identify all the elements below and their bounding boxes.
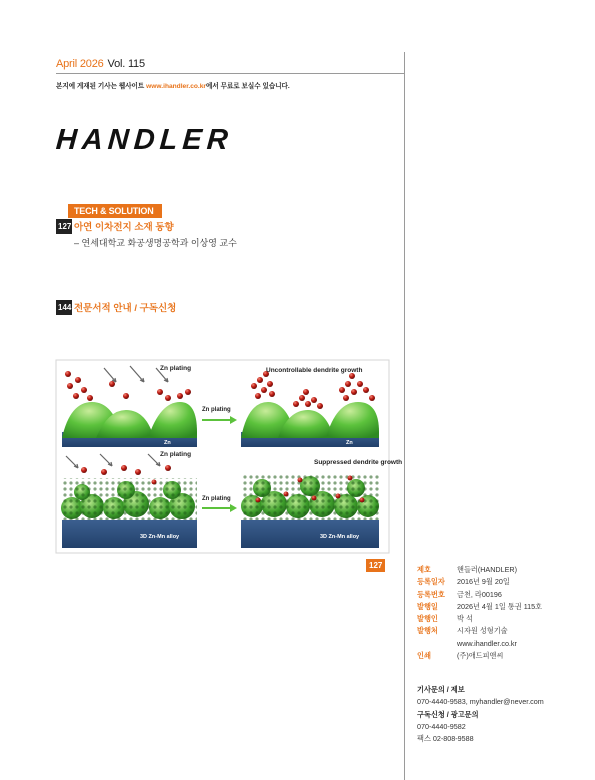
magazine-logo: HANDLER — [54, 124, 234, 156]
colophon — [417, 564, 542, 662]
colophon-row — [417, 576, 542, 588]
issue-volume: Vol. 115 — [107, 58, 145, 70]
bottom-result-label: Suppressed dendrite growth — [314, 459, 403, 466]
issue-month: April 2026 — [56, 58, 104, 70]
contact-line: 070-4440-9582 — [417, 721, 466, 731]
figure-page-badge: 127 — [366, 559, 385, 572]
article-author: – 연세대학교 화공생명공학과 이상영 교수 — [74, 238, 237, 248]
colophon-row — [417, 650, 542, 662]
bottom-zn-plating-label: Zn plating — [160, 451, 192, 458]
colophon-row — [417, 564, 542, 576]
colophon-row — [417, 638, 542, 650]
subscription-heading: 구독신청 / 광고문의 — [417, 709, 479, 719]
bottom-left-sub-label: 3D Zn-Mn alloy — [140, 534, 180, 540]
colophon-row — [417, 625, 542, 637]
issue-info — [56, 58, 145, 70]
top-arrow-label: Zn plating — [202, 407, 231, 413]
notice-text: 본지에 게재된 기사는 웹사이트 — [56, 83, 147, 90]
colophon-row — [417, 613, 542, 625]
bottom-right-sub-label: 3D Zn-Mn alloy — [320, 534, 360, 540]
colophon-value: 핸들러(HANDLER) — [457, 565, 517, 574]
fax-line: 팩스 02-808-9588 — [417, 734, 474, 744]
top-left-sub-label: Zn — [164, 440, 171, 446]
colophon-key: 등록번호 — [417, 589, 445, 599]
page-number-badge: 144 — [56, 300, 72, 315]
colophon-value: (주)애드피앤씨 — [457, 651, 504, 661]
colophon-value: 금천, 라00196 — [457, 589, 502, 599]
colophon-key: 제호 — [417, 565, 431, 574]
colophon-value: 2016년 9월 20일 — [457, 577, 510, 587]
colophon-value: 박 석 — [457, 614, 473, 624]
top-result-label: Uncontrollable dendrite growth — [266, 367, 363, 374]
category-tag: TECH & SOLUTION — [68, 204, 162, 218]
page-number-badge: 127 — [56, 219, 72, 234]
colophon-key: 등록일자 — [417, 577, 445, 587]
header-divider — [56, 73, 404, 74]
colophon-row — [417, 601, 542, 613]
colophon-key: 발행일 — [417, 601, 438, 611]
notice-link[interactable]: www.ihandler.co.kr — [146, 83, 206, 90]
top-zn-plating-label: Zn plating — [160, 365, 192, 372]
colophon-key: 인쇄 — [417, 651, 431, 661]
top-right-sub-label: Zn — [346, 440, 353, 446]
bottom-arrow-label: Zn plating — [202, 496, 231, 502]
contact-line: 070-4440-9583, myhandler@never.com — [417, 697, 544, 707]
website-link[interactable]: www.ihandler.co.kr — [457, 638, 517, 648]
subscription-title[interactable]: 전문서적 안내 / 구독신청 — [74, 303, 177, 314]
colophon-row — [417, 589, 542, 601]
vertical-divider — [404, 52, 405, 780]
colophon-key — [417, 638, 457, 650]
notice-text-end: 에서 무료로 보실수 있습니다. — [206, 83, 290, 90]
contact-info — [417, 684, 544, 745]
zn-plating-figure — [56, 360, 403, 553]
colophon-value: 2026년 4월 1일 통권 115호 — [457, 601, 543, 611]
article-title[interactable]: 아연 이차전지 소재 동향 — [74, 222, 174, 233]
colophon-key: 발행처 — [417, 626, 438, 636]
website-notice — [56, 80, 290, 90]
colophon-key: 발행인 — [417, 614, 438, 624]
contact-heading: 기사문의 / 제보 — [417, 685, 465, 694]
colophon-value: 시자원 성형기술 — [457, 626, 508, 636]
